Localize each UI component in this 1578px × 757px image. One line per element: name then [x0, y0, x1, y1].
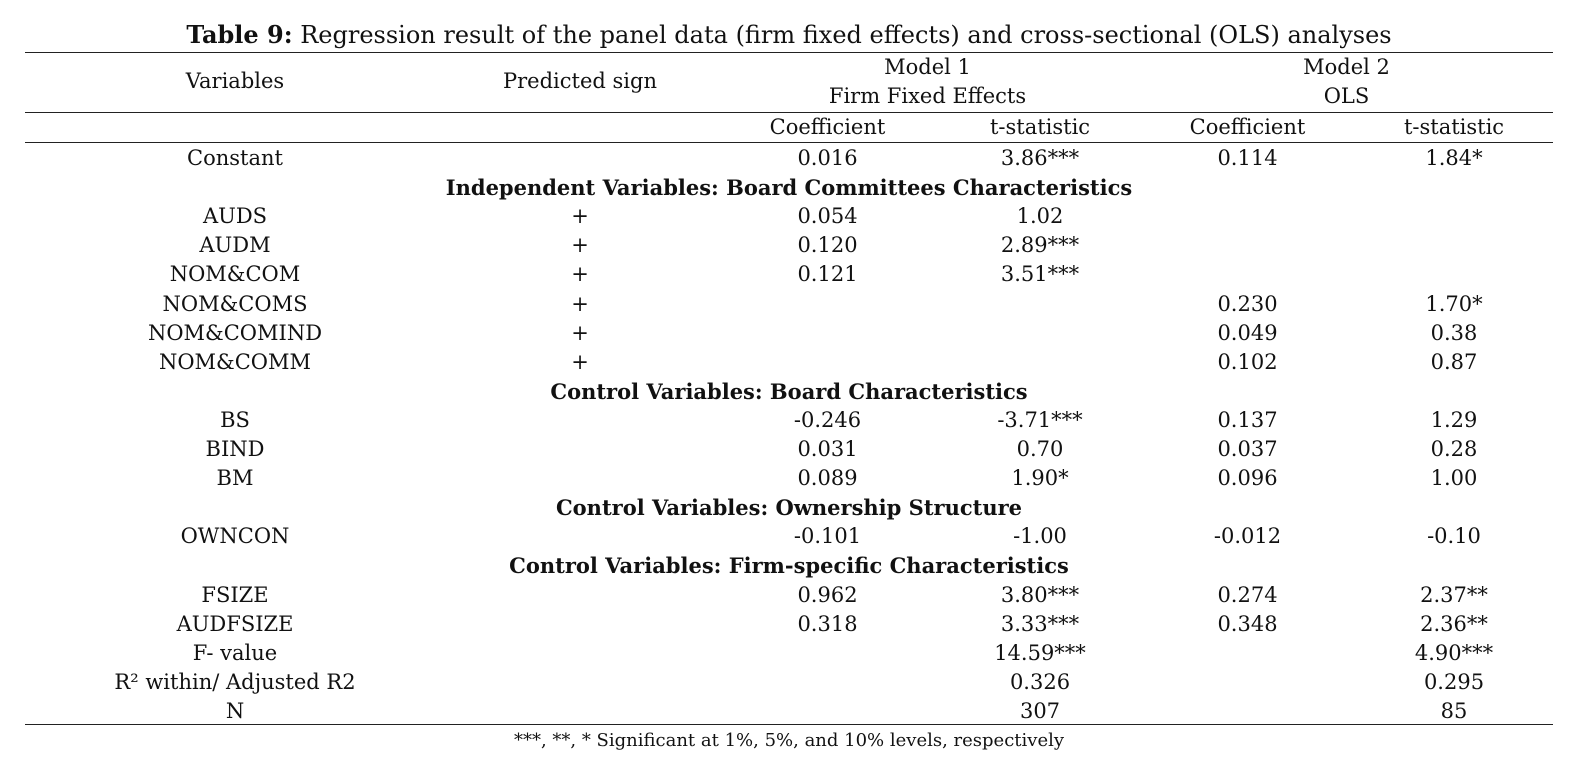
- predicted-sign: [445, 435, 715, 464]
- model1-t-statistic: 0.326: [1009, 670, 1071, 694]
- header-model2-subtitle: OLS: [1323, 84, 1370, 108]
- model1-t-statistic: -1.00: [1013, 524, 1067, 548]
- variable-name: BS: [220, 408, 250, 432]
- model1-t-statistic: 3.51***: [1000, 262, 1080, 286]
- predicted-sign: [445, 668, 715, 697]
- model2-t-statistic: 0.38: [1430, 321, 1478, 345]
- model2-coefficient: 0.096: [1217, 466, 1278, 490]
- header-predicted-sign: Predicted sign: [503, 69, 657, 93]
- model1-coefficient: [715, 697, 940, 726]
- header-tstat-model2: t-statistic: [1403, 115, 1505, 139]
- model2-coefficient: [1140, 202, 1355, 231]
- model2-coefficient: [1140, 697, 1355, 726]
- predicted-sign: +: [571, 204, 589, 228]
- model1-coefficient: -0.101: [793, 524, 862, 548]
- header-model1-title: Model 1: [884, 55, 971, 79]
- model1-t-statistic: 3.33***: [1000, 612, 1080, 636]
- model2-coefficient: -0.012: [1213, 524, 1282, 548]
- section-heading: Control Variables: Ownership Structure: [555, 495, 1023, 520]
- model2-t-statistic: 1.29: [1430, 408, 1478, 432]
- model1-coefficient: [715, 290, 940, 319]
- model2-t-statistic: 1.00: [1430, 466, 1478, 490]
- model1-coefficient: 0.016: [797, 146, 858, 170]
- model1-t-statistic: 1.90*: [1011, 466, 1069, 490]
- model1-coefficient: [715, 668, 940, 697]
- model2-coefficient: 0.049: [1217, 321, 1278, 345]
- predicted-sign: +: [571, 233, 589, 257]
- model2-coefficient: [1140, 639, 1355, 668]
- model2-coefficient: 0.102: [1217, 350, 1278, 374]
- model1-t-statistic: 1.02: [1016, 204, 1064, 228]
- model1-coefficient: 0.031: [797, 437, 858, 461]
- model2-t-statistic: 4.90***: [1414, 641, 1494, 665]
- model2-t-statistic: 0.28: [1430, 437, 1478, 461]
- table-caption-label: Table 9:: [186, 20, 293, 49]
- model1-t-statistic: 2.89***: [1000, 233, 1080, 257]
- header-coefficient-model1: Coefficient: [769, 115, 886, 139]
- model1-t-statistic: 0.70: [1016, 437, 1064, 461]
- model1-t-statistic: 307: [1019, 699, 1061, 723]
- model2-t-statistic: 2.36**: [1420, 612, 1488, 636]
- variable-name: FSIZE: [201, 583, 269, 607]
- predicted-sign: [445, 697, 715, 726]
- variable-name: OWNCON: [180, 524, 290, 548]
- model2-coefficient: 0.274: [1217, 583, 1278, 607]
- model2-coefficient: 0.230: [1217, 292, 1278, 316]
- header-model2-title: Model 2: [1303, 55, 1390, 79]
- variable-name: NOM&COMIND: [147, 321, 323, 345]
- model2-coefficient: 0.114: [1217, 146, 1278, 170]
- header-coefficient-model2: Coefficient: [1189, 115, 1306, 139]
- variable-name: AUDM: [199, 233, 271, 257]
- model1-coefficient: [715, 348, 940, 377]
- model1-t-statistic: 3.80***: [1000, 583, 1080, 607]
- model1-coefficient: -0.246: [793, 408, 862, 432]
- section-heading: Control Variables: Board Characteristics: [550, 379, 1028, 404]
- header-bottom-rule: [25, 142, 1553, 143]
- variable-name: F- value: [192, 641, 278, 665]
- model1-coefficient: [715, 319, 940, 348]
- model2-coefficient: 0.348: [1217, 612, 1278, 636]
- table-caption: [0, 18, 1578, 52]
- model1-coefficient: 0.054: [797, 204, 858, 228]
- model1-coefficient: 0.089: [797, 466, 858, 490]
- predicted-sign: [445, 639, 715, 668]
- model2-t-statistic: -0.10: [1427, 524, 1481, 548]
- predicted-sign: [445, 406, 715, 435]
- section-heading: Control Variables: Firm-specific Characteristics: [509, 553, 1069, 578]
- model2-t-statistic: [1355, 260, 1553, 289]
- predicted-sign: [445, 522, 715, 551]
- model2-t-statistic: [1355, 202, 1553, 231]
- predicted-sign: [445, 610, 715, 639]
- table-bottom-rule: [25, 724, 1553, 725]
- variable-name: NOM&COM: [169, 262, 301, 286]
- predicted-sign: +: [571, 292, 589, 316]
- predicted-sign: +: [571, 262, 589, 286]
- model2-coefficient: 0.137: [1217, 408, 1278, 432]
- model1-coefficient: [715, 639, 940, 668]
- predicted-sign: [445, 464, 715, 493]
- model2-coefficient: 0.037: [1217, 437, 1278, 461]
- variable-name: AUDS: [202, 204, 268, 228]
- variable-name: R² within/ Adjusted R2: [114, 670, 356, 694]
- model2-t-statistic: 2.37**: [1420, 583, 1488, 607]
- model2-coefficient: [1140, 260, 1355, 289]
- header-model1-subtitle: Firm Fixed Effects: [828, 84, 1027, 108]
- variable-name: Constant: [187, 146, 283, 170]
- variable-name: BIND: [205, 437, 265, 461]
- header-tstat-model1: t-statistic: [989, 115, 1091, 139]
- model2-t-statistic: 85: [1440, 699, 1468, 723]
- model1-coefficient: 0.121: [797, 262, 858, 286]
- variable-name: NOM&COMS: [162, 292, 308, 316]
- model1-t-statistic: -3.71***: [997, 408, 1083, 432]
- model2-t-statistic: [1355, 231, 1553, 260]
- model1-t-statistic: 3.86***: [1000, 146, 1080, 170]
- model1-t-statistic: [940, 348, 1140, 377]
- predicted-sign: +: [571, 350, 589, 374]
- model1-coefficient: 0.318: [797, 612, 858, 636]
- section-heading: Independent Variables: Board Committees Characteristics: [445, 175, 1133, 200]
- model1-coefficient: 0.120: [797, 233, 858, 257]
- model1-t-statistic: 14.59***: [994, 641, 1086, 665]
- model2-t-statistic: 1.84*: [1425, 146, 1483, 170]
- model1-t-statistic: [940, 290, 1140, 319]
- model2-coefficient: [1140, 668, 1355, 697]
- variable-name: AUDFSIZE: [176, 612, 294, 636]
- variable-name: BM: [216, 466, 254, 490]
- model2-t-statistic: 0.87: [1430, 350, 1478, 374]
- predicted-sign: [445, 581, 715, 610]
- predicted-sign: [445, 144, 715, 173]
- model2-t-statistic: 0.295: [1423, 670, 1485, 694]
- model1-coefficient: 0.962: [797, 583, 858, 607]
- predicted-sign: +: [571, 321, 589, 345]
- model2-coefficient: [1140, 231, 1355, 260]
- table-footnote: ***, **, * Significant at 1%, 5%, and 10% levels, respectively: [513, 730, 1065, 751]
- header-variables: Variables: [185, 69, 285, 93]
- variable-name: N: [225, 699, 245, 723]
- table-caption-text: Regression result of the panel data (firm fixed effects) and cross-sectional (OLS) analyses: [292, 21, 1392, 49]
- model2-t-statistic: 1.70*: [1425, 292, 1483, 316]
- variable-name: NOM&COMM: [158, 350, 312, 374]
- model1-t-statistic: [940, 319, 1140, 348]
